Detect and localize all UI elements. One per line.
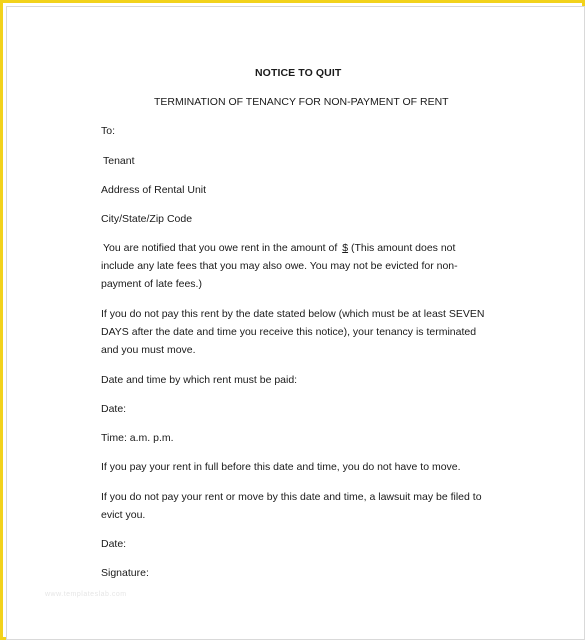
- city-state-zip-line: City/State/Zip Code: [101, 213, 193, 225]
- address-line: Address of Rental Unit: [101, 184, 207, 196]
- pay-notice-paragraph: If you do not pay this rent by the date stated below (which must be at least SEVEN DAYS after the date and time you receive this notice), your tenancy is terminated and you must move.: [101, 308, 485, 356]
- rent-owed-paragraph: [101, 239, 481, 293]
- rent-notice-prefix: You are notified that you owe rent in the amount of: [103, 242, 338, 254]
- notice-document: [7, 7, 585, 641]
- time-label: Time: a.m. p.m.: [101, 432, 174, 444]
- document-page: [6, 6, 585, 640]
- tenant-line: Tenant: [103, 155, 135, 167]
- deadline-label: Date and time by which rent must be paid:: [101, 374, 298, 386]
- pay-in-full-line: If you pay your rent in full before this date and time, you do not have to move.: [101, 461, 461, 473]
- date-label: Date:: [101, 403, 127, 415]
- document-title: NOTICE TO QUIT: [255, 67, 342, 79]
- document-subtitle: TERMINATION OF TENANCY FOR NON-PAYMENT OF RENT: [154, 96, 449, 108]
- watermark: www.templateslab.com: [45, 591, 127, 598]
- signature-label: Signature:: [101, 567, 149, 579]
- date-label-2: Date:: [101, 538, 127, 550]
- rent-amount-blank: $: [342, 242, 349, 254]
- lawsuit-paragraph: If you do not pay your rent or move by this date and time, a lawsuit may be filed to evict you.: [101, 491, 482, 521]
- to-label: To:: [101, 125, 116, 137]
- rent-notice-suffix: (This amount does not include any late fees that you may also owe. You may not be evicted for non-payment of late fees.): [101, 242, 458, 290]
